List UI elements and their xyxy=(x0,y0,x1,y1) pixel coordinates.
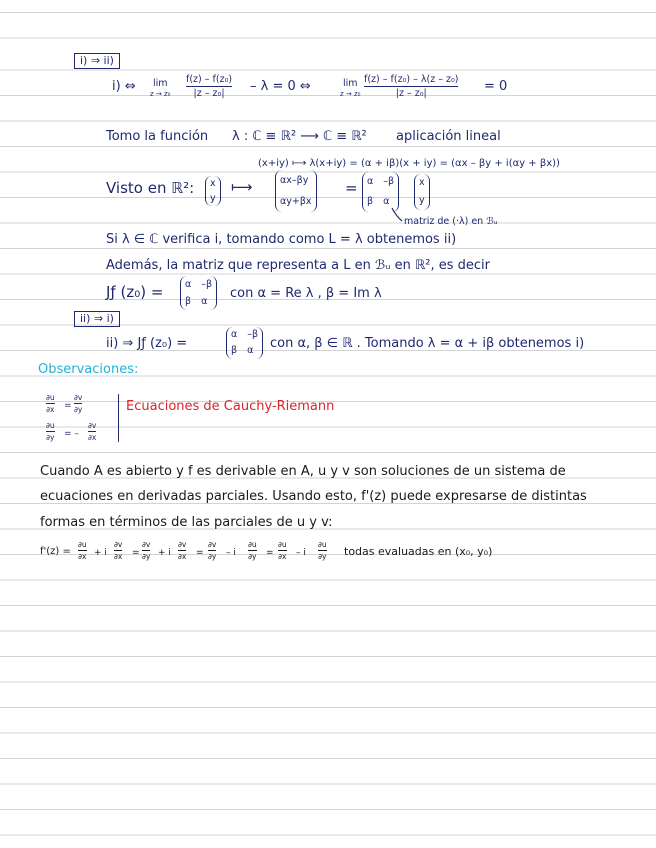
taking-lambda-text: con α, β ∈ ℝ . Tomando λ = α + iβ obtenemos i) xyxy=(270,336,585,351)
observaciones-heading: Observaciones: xyxy=(38,362,139,377)
minus-i-1: – i xyxy=(226,548,236,558)
cr-du-dx: ∂u ∂x xyxy=(46,393,55,415)
paragraph-line-1: Cuando A es abierto y f es derivable en A, u y v son soluciones de un sistema de xyxy=(40,464,566,479)
quotient-2: f(z) – f(z₀) – λ(z – z₀) |z – z₀| xyxy=(364,74,459,100)
frac-dvdy-2: ∂v ∂y xyxy=(208,540,217,562)
vector-xy: x y xyxy=(205,176,221,206)
vector-xy-2: x y xyxy=(414,174,430,210)
limit-2: lim z → z₀ xyxy=(340,78,361,98)
maps-to-arrow: ⟼ xyxy=(231,178,253,196)
equivalence-end: = 0 xyxy=(484,79,508,94)
evaluated-at-note: todas evaluadas en (x₀, y₀) xyxy=(344,545,493,558)
lambda-product-line: (x+iy) ⟼ λ(x+iy) = (α + iβ)(x + iy) = (αx – βy + i(αy + βx)) xyxy=(258,158,560,169)
equals-sign: = xyxy=(345,179,358,197)
frac-dudy-2: ∂u ∂y xyxy=(318,540,327,562)
matrix-note: matriz de (·λ) en ℬᵤ xyxy=(404,216,498,227)
fprime-label: f'(z) = xyxy=(40,546,71,557)
section-header-i-to-ii: i) ⇒ ii) xyxy=(74,53,120,69)
equivalence-start: i) ⇔ xyxy=(112,79,136,94)
paragraph-line-2: ecuaciones en derivadas parciales. Usando esto, f'(z) puede expresarse de distintas xyxy=(40,489,587,504)
cr-dv-dy: ∂v ∂y xyxy=(74,393,83,415)
quotient-1: f(z) – f(z₀) |z – z₀| xyxy=(186,74,233,100)
frac-dudx-1: ∂u ∂x xyxy=(78,540,87,562)
frac-dudy-1: ∂u ∂y xyxy=(248,540,257,562)
frac-dvdx-1: ∂v ∂x xyxy=(114,540,123,562)
cr-du-dy: ∂u ∂y xyxy=(46,421,55,443)
matrix-lambda: α –β β α xyxy=(362,172,399,212)
jacobian-matrix-2: α –β β α xyxy=(226,327,263,359)
lambda-map: λ : ℂ ≡ ℝ² ⟶ ℂ ≡ ℝ² xyxy=(232,129,367,144)
plus-i-1: + i xyxy=(94,548,107,558)
visto-text: Visto en ℝ²: xyxy=(106,179,195,197)
image-vector: αx–βy αy+βx xyxy=(275,170,317,212)
jacobian-matrix: α –β β α xyxy=(180,276,217,310)
section-header-ii-to-i: ii) ⇒ i) xyxy=(74,311,120,327)
jacobian-label: Jƒ (z₀) = xyxy=(106,283,164,301)
cr-dv-dx: ∂v ∂x xyxy=(88,421,97,443)
limit-1: lim z → z₀ xyxy=(150,78,171,98)
si-lambda-line: Si λ ∈ ℂ verifica i, tomando como L = λ obtenemos ii) xyxy=(106,232,457,247)
eq-2: = xyxy=(196,548,204,558)
cr-equals-1: = xyxy=(64,401,72,411)
frac-dudx-2: ∂u ∂x xyxy=(278,540,287,562)
tomo-text: Tomo la función xyxy=(106,129,209,144)
minus-i-2: – i xyxy=(296,548,306,558)
paragraph-line-3: formas en términos de las parciales de u y v: xyxy=(40,515,333,530)
re-im-definition: con α = Re λ , β = Im λ xyxy=(230,286,382,301)
cauchy-riemann-label: Ecuaciones de Cauchy-Riemann xyxy=(126,399,335,414)
frac-dvdy-1: ∂v ∂y xyxy=(142,540,151,562)
ademas-line: Además, la matriz que representa a L en ℬᵤ en ℝ², es decir xyxy=(106,258,490,273)
frac-dvdx-2: ∂v ∂x xyxy=(178,540,187,562)
plus-i-2: + i xyxy=(158,548,171,558)
equivalence-mid: – λ = 0 ⇔ xyxy=(250,79,311,94)
cr-equals-2: = – xyxy=(64,429,79,439)
eq-1: = xyxy=(132,548,140,558)
linear-map-label: aplicación lineal xyxy=(396,129,501,144)
note-arrow-icon xyxy=(392,208,402,221)
eq-3: = xyxy=(266,548,274,558)
ii-implies-text: ii) ⇒ Jƒ (z₀) = xyxy=(106,336,188,351)
